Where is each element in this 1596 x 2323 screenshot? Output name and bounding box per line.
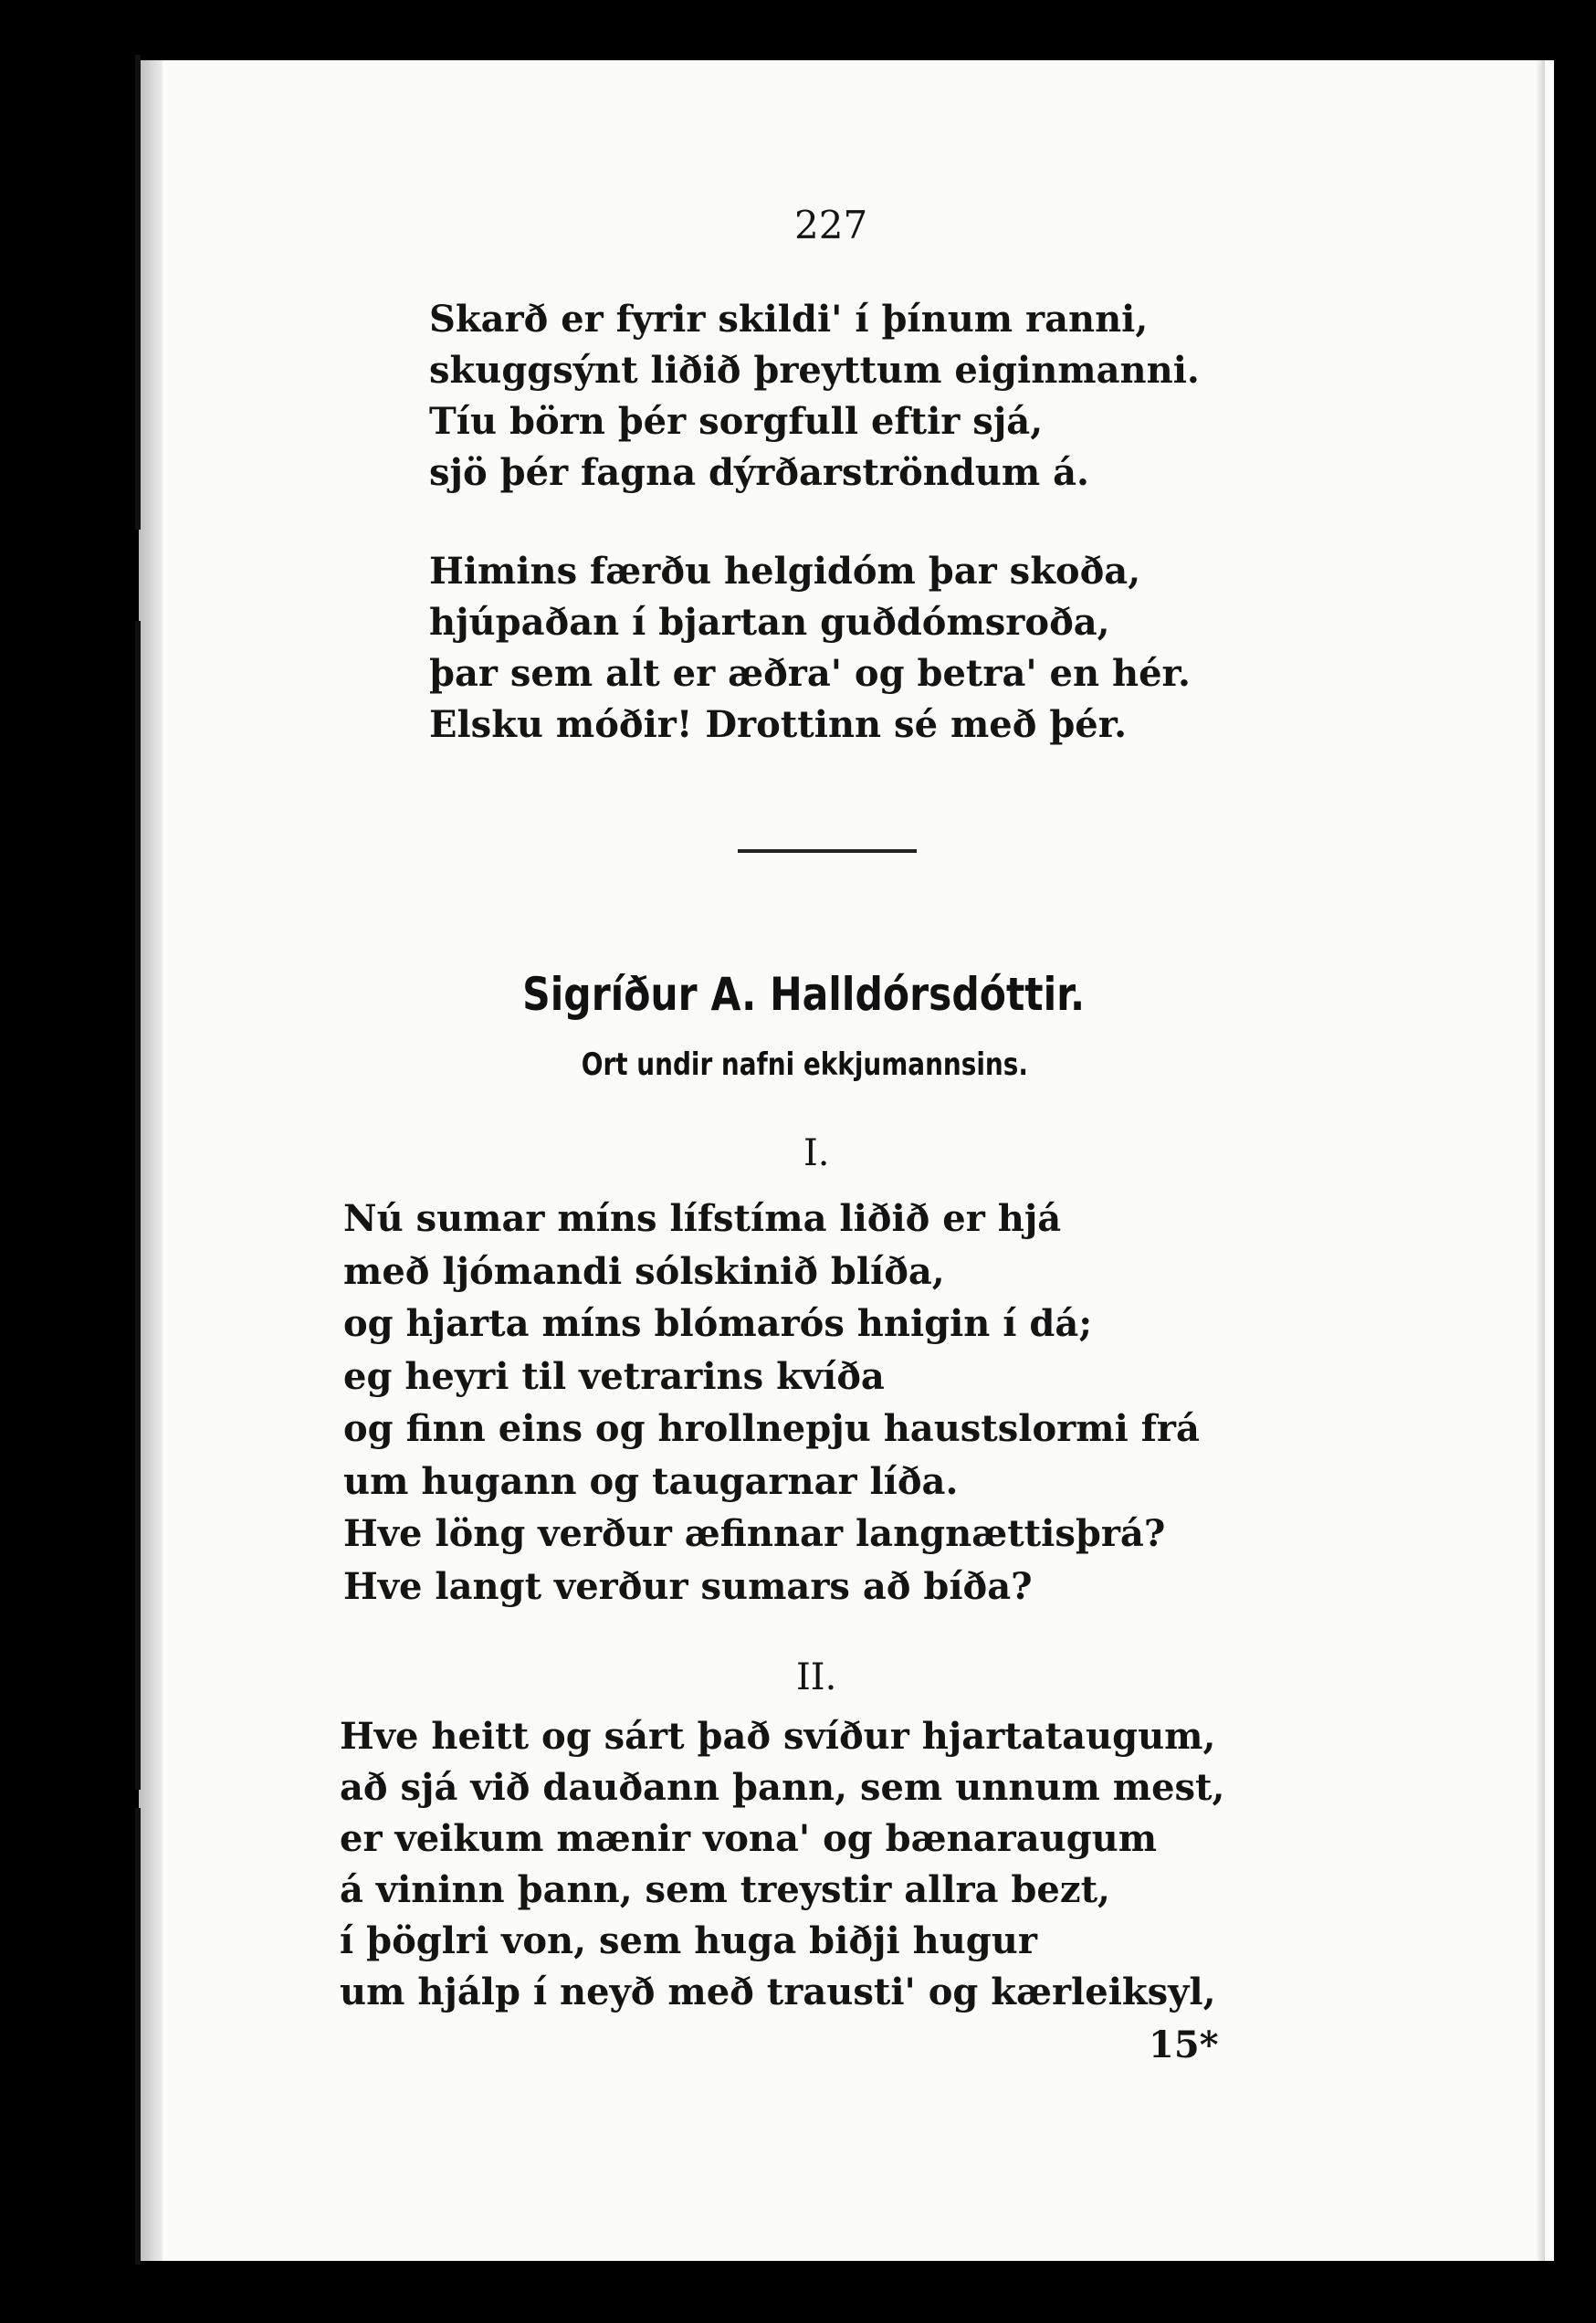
page-number: 227 [794,203,868,247]
poem-title: Sigríður A. Halldórsdóttir. [522,968,1086,1021]
verse-line: Skarð er fyrir skildi' í þínum ranni, [429,298,1149,341]
page-right-edge [1536,60,1545,2261]
verse-line: Tíu börn þér sorgfull eftir sjá, [429,400,1044,443]
verse-line: skuggsýnt liðið þreyttum eiginmanni. [429,349,1200,392]
verse-line: Hve heitt og sárt það svíður hjartataugum, [340,1715,1216,1758]
verse-line: og finn eins og hrollnepju haustslormi frá [343,1407,1200,1450]
verse-line: á vininn þann, sem treystir allra bezt, [340,1868,1110,1911]
binding-line [135,1808,141,2265]
stanza-4 [340,1711,1224,2018]
binding-line [135,55,141,530]
verse-line: sjö þér fagna dýrðarströndum á. [429,451,1089,494]
verse-line: Hve löng verður æfinnar langnættisþrá? [343,1512,1166,1555]
verse-line: um hugann og taugarnar líða. [343,1459,959,1503]
section-divider [738,849,917,853]
poem-subtitle: Ort undir nafni ekkjumannsins. [581,1046,1028,1083]
stanza-3 [343,1193,1200,1613]
verse-line: um hjálp í neyð með trausti' og kærleiksyl, [340,1971,1216,2013]
verse-line: hjúpaðan í bjartan guðdómsroða, [429,601,1110,644]
section-number-1: I. [803,1132,830,1174]
verse-line: Elsku móðir! Drottinn sé með þér. [429,703,1128,746]
verse-line: og hjarta míns blómarós hnigin í dá; [343,1302,1093,1345]
stanza-1 [429,294,1200,499]
section-number-2: II. [796,1656,837,1698]
signature-mark: 15* [1149,2023,1219,2066]
verse-line: með ljómandi sólskinið blíða, [343,1249,945,1293]
verse-line: Nú sumar míns lífstíma liðið er hjá [343,1197,1062,1240]
verse-line: er veikum mænir vona' og bænaraugum [340,1817,1158,1860]
verse-line: í þöglri von, sem huga biðji hugur [340,1919,1037,1962]
verse-line: að sjá við dauðann þann, sem unnum mest, [340,1766,1225,1809]
verse-line: Himins færðu helgidóm þar skoða, [429,550,1141,593]
verse-line: Hve langt verður sumars að bíða? [343,1564,1033,1608]
binding-line [135,621,141,1790]
verse-line: þar sem alt er æðra' og betra' en hér. [429,652,1191,695]
binding-marks [122,55,159,2265]
verse-line: eg heyri til vetrarins kvíða [343,1354,885,1398]
stanza-2 [429,546,1191,751]
